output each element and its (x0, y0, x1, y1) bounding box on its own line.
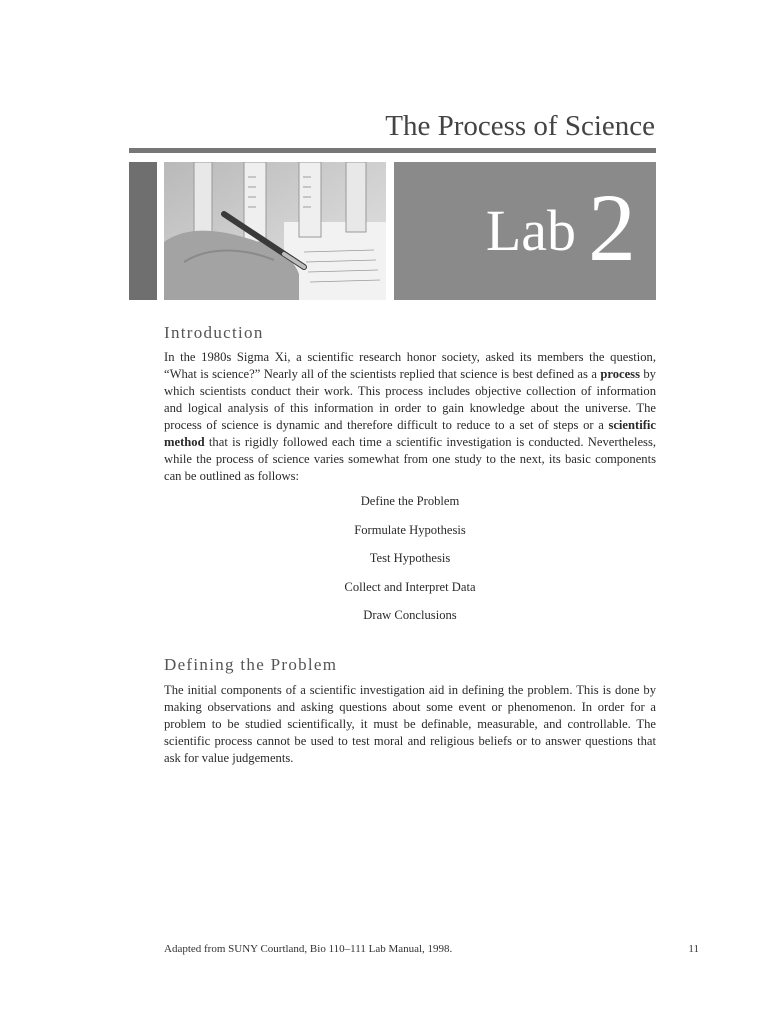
intro-text-2: by which scientists conduct their work. This process includes objective collection of information and logical analysis of this information in order to gain knowledge about the universe. The process of science is dynamic and therefore difficult to reduce to a set of steps or a (164, 367, 656, 432)
lab-photo (164, 162, 386, 300)
lab-number-panel (394, 162, 656, 300)
process-steps-list (164, 493, 656, 636)
lab-photo-illustration (164, 162, 386, 300)
intro-text-1: In the 1980s Sigma Xi, a scientific research honor society, asked its members the question, “What is science?” Nearly all of the scientists replied that science is best defined as a (164, 350, 656, 381)
list-item: Formulate Hypothesis (354, 522, 466, 537)
term-process: process (600, 367, 640, 381)
defining-problem-paragraph: The initial components of a scientific investigation aid in defining the problem. This is done by making observations and asking questions about some event or phenomenon. In order for a problem to be studied scientifically, it must be definable, measurable, and controllable. The scientific process cannot be used to test moral and religious beliefs or to answer questions that ask for value judgements. (164, 683, 656, 765)
list-item: Define the Problem (360, 494, 460, 508)
introduction-paragraph (164, 349, 656, 485)
footer-source: Adapted from SUNY Courtland, Bio 110–111 Lab Manual, 1998. (164, 943, 453, 955)
lab-number: 2 (588, 174, 636, 281)
term-scientific-method: scientific method (164, 418, 656, 449)
title-rule (129, 148, 656, 153)
defining-problem-heading: Defining the Problem (164, 655, 338, 674)
list-item: Collect and Interpret Data (344, 579, 476, 594)
page-number: 11 (688, 943, 699, 955)
list-item: Test Hypothesis (369, 551, 451, 565)
chapter-title: The Process of Science (385, 110, 655, 142)
list-item: Draw Conclusions (363, 608, 457, 622)
lab-label: Lab (485, 198, 576, 263)
intro-text-3: that is rigidly followed each time a scientific investigation is conducted. Nevertheless, while the process of science varies somewhat from one study to the next, its basic components can be outlined as follows: (164, 435, 656, 483)
side-accent-bar (129, 162, 157, 300)
introduction-heading: Introduction (164, 323, 264, 342)
